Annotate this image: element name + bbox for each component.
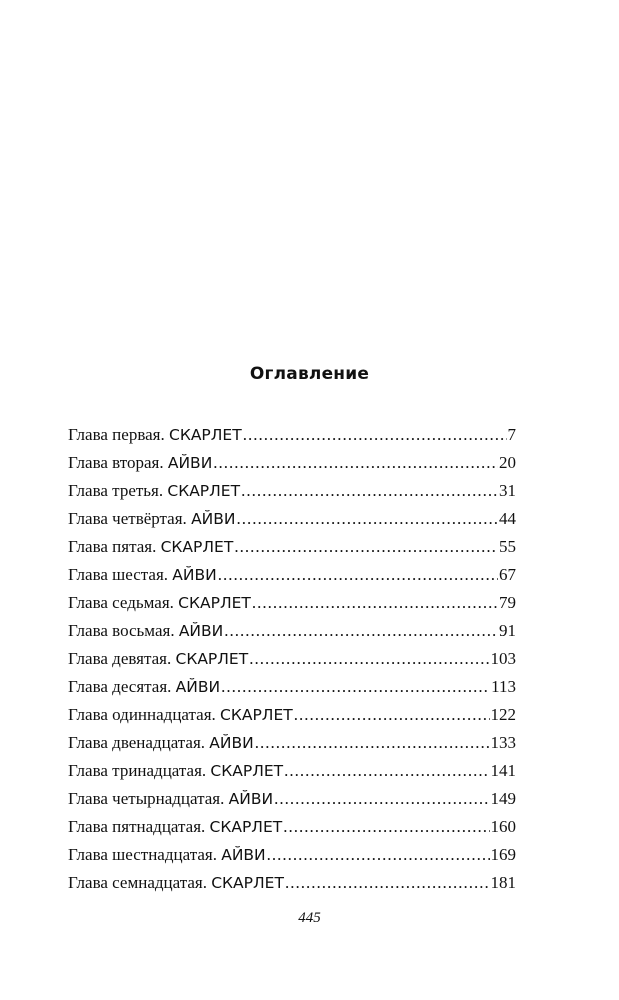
chapter-page-number: 169 — [490, 845, 516, 864]
chapter-prefix: Глава третья. — [68, 481, 168, 500]
chapter-prefix: Глава шестая. — [68, 565, 173, 584]
chapter-title — [68, 701, 293, 729]
chapter-page-number: 31 — [499, 481, 516, 500]
chapter-page-number: 91 — [499, 621, 516, 640]
toc-entry[interactable] — [68, 617, 516, 645]
dot-leader — [213, 449, 498, 477]
dot-leader — [267, 841, 490, 869]
dot-leader — [294, 701, 490, 729]
toc-entry[interactable] — [68, 729, 516, 757]
toc-entry[interactable] — [68, 645, 516, 673]
chapter-prefix: Глава шестнадцатая. — [68, 845, 222, 864]
dot-leader — [274, 785, 489, 813]
chapter-page-number: 55 — [499, 537, 516, 556]
dot-leader — [255, 729, 490, 757]
chapter-title — [68, 785, 273, 813]
chapter-title — [68, 561, 217, 589]
chapter-narrator: СКАРЛЕТ — [220, 706, 293, 724]
chapter-prefix: Глава двенадцатая. — [68, 733, 210, 752]
toc-entry[interactable] — [68, 841, 516, 869]
toc-entry[interactable] — [68, 701, 516, 729]
chapter-page-number: 103 — [490, 649, 516, 668]
chapter-narrator: СКАРЛЕТ — [175, 650, 249, 668]
chapter-narrator: АЙВИ — [178, 622, 224, 640]
chapter-title — [68, 729, 254, 757]
chapter-narrator: АЙВИ — [191, 510, 236, 528]
dot-leader — [237, 505, 499, 533]
chapter-title — [68, 841, 266, 869]
chapter-prefix: Глава восьмая. — [68, 621, 179, 640]
chapter-title — [68, 421, 242, 449]
chapter-prefix: Глава пятая. — [68, 537, 161, 556]
toc-entry[interactable] — [68, 561, 516, 589]
chapter-prefix: Глава тринадцатая. — [68, 761, 211, 780]
chapter-title — [68, 645, 248, 673]
chapter-title — [68, 869, 284, 897]
chapter-narrator: СКАРЛЕТ — [160, 538, 234, 556]
chapter-title — [68, 533, 233, 561]
toc-entry[interactable] — [68, 673, 516, 701]
dot-leader — [241, 477, 498, 505]
chapter-title — [68, 673, 220, 701]
chapter-page-number: 44 — [499, 509, 516, 528]
chapter-prefix: Глава седьмая. — [68, 593, 179, 612]
chapter-page-number: 160 — [490, 817, 516, 836]
dot-leader — [249, 645, 489, 673]
chapter-narrator: СКАРЛЕТ — [169, 426, 242, 444]
chapter-page-number: 113 — [491, 677, 516, 696]
chapter-page-number: 67 — [499, 565, 516, 584]
dot-leader — [243, 421, 507, 449]
chapter-prefix: Глава вторая. — [68, 453, 168, 472]
chapter-title — [68, 813, 282, 841]
toc-entry[interactable] — [68, 477, 516, 505]
chapter-prefix: Глава семнадцатая. — [68, 873, 212, 892]
dot-leader — [252, 589, 498, 617]
chapter-prefix: Глава четырнадцатая. — [68, 789, 229, 808]
chapter-page-number: 141 — [490, 761, 516, 780]
chapter-narrator: СКАРЛЕТ — [210, 762, 284, 780]
chapter-page-number: 133 — [490, 733, 516, 752]
chapter-prefix: Глава пятнадцатая. — [68, 817, 210, 836]
chapter-narrator: АЙВИ — [209, 734, 254, 752]
chapter-page-number: 20 — [499, 453, 516, 472]
chapter-page-number: 122 — [490, 705, 516, 724]
toc-entry[interactable] — [68, 813, 516, 841]
chapter-page-number: 79 — [499, 593, 516, 612]
chapter-narrator: АЙВИ — [167, 454, 213, 472]
chapter-prefix: Глава десятая. — [68, 677, 176, 696]
chapter-narrator: СКАРЛЕТ — [167, 482, 241, 500]
toc-entry[interactable] — [68, 533, 516, 561]
dot-leader — [285, 869, 490, 897]
chapter-title — [68, 505, 236, 533]
chapter-title — [68, 617, 223, 645]
table-of-contents — [68, 421, 516, 897]
chapter-title — [68, 757, 283, 785]
chapter-title — [68, 477, 240, 505]
chapter-narrator: СКАРЛЕТ — [211, 874, 284, 892]
toc-entry[interactable] — [68, 869, 516, 897]
chapter-page-number: 7 — [507, 425, 516, 444]
chapter-prefix: Глава первая. — [68, 425, 169, 444]
toc-entry[interactable] — [68, 589, 516, 617]
toc-entry[interactable] — [68, 449, 516, 477]
dot-leader — [221, 673, 490, 701]
page-number: 445 — [298, 910, 321, 926]
toc-entry[interactable] — [68, 505, 516, 533]
toc-heading: Оглавление — [249, 364, 370, 384]
chapter-title — [68, 589, 251, 617]
chapter-narrator: СКАРЛЕТ — [209, 818, 283, 836]
toc-entry[interactable] — [68, 421, 516, 449]
chapter-prefix: Глава девятая. — [68, 649, 176, 668]
chapter-prefix: Глава четвёртая. — [68, 509, 192, 528]
chapter-page-number: 149 — [490, 789, 516, 808]
chapter-page-number: 181 — [490, 873, 516, 892]
chapter-narrator: АЙВИ — [172, 566, 217, 584]
chapter-narrator: АЙВИ — [175, 678, 221, 696]
toc-entry[interactable] — [68, 785, 516, 813]
dot-leader — [224, 617, 498, 645]
chapter-narrator: АЙВИ — [221, 846, 266, 864]
dot-leader — [234, 533, 498, 561]
chapter-narrator: СКАРЛЕТ — [178, 594, 251, 612]
chapter-prefix: Глава одиннадцатая. — [68, 705, 221, 724]
dot-leader — [218, 561, 498, 589]
dot-leader — [283, 813, 489, 841]
chapter-narrator: АЙВИ — [228, 790, 274, 808]
dot-leader — [284, 757, 489, 785]
chapter-title — [68, 449, 212, 477]
toc-entry[interactable] — [68, 757, 516, 785]
